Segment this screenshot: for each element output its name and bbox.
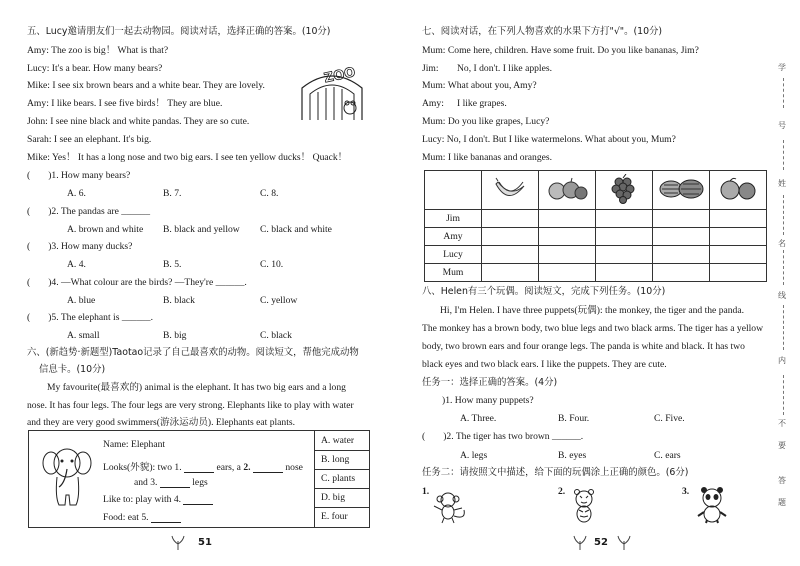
tiger-icon[interactable] [566, 488, 602, 524]
tick-cell[interactable] [539, 246, 596, 264]
task-1-heading: 任务一：选择正确的答案。(4分) [422, 377, 558, 388]
section-6-heading-line-1: 六、(新趋势·新题型)Taotao记录了自己最喜欢的动物。阅读短文，帮他完成动物 [27, 347, 359, 358]
tick-cell[interactable] [653, 264, 710, 282]
card-food-line: Food: eat 5. [103, 512, 181, 523]
card-option-b: B. long [321, 454, 350, 465]
card-option-e: E. four [321, 511, 348, 522]
card-looks-line: Looks(外貌): two 1. ears, a 2. nose [103, 462, 303, 473]
q2-option-c[interactable]: C. ears [654, 450, 681, 461]
gutter-char: 答 [778, 476, 786, 485]
q1-option-c[interactable]: C. 8. [260, 188, 279, 199]
card-legs-line: and 3. legs [134, 477, 208, 488]
tick-cell[interactable] [482, 246, 539, 264]
q3-option-a[interactable]: A. 4. [67, 259, 86, 270]
gutter-char: 内 [778, 356, 786, 365]
question-5: ( )5. The elephant is ______. [27, 312, 154, 323]
section-8-heading: 八、Helen有三个玩偶。阅读短文，完成下列任务。(10分) [422, 286, 666, 297]
tick-cell[interactable] [596, 228, 653, 246]
elephant-illustration [39, 441, 95, 511]
page-ornament-icon [616, 535, 632, 551]
q3-option-b[interactable]: B. 5. [163, 259, 182, 270]
grapes-icon [596, 171, 653, 210]
page-number: 51 [198, 537, 212, 548]
dialogue-line: Mum: I like bananas and oranges. [422, 152, 553, 163]
task-2-heading: 任务二：请按照文中描述，给下面的玩偶涂上正确的颜色。(6分) [422, 467, 689, 478]
tick-cell[interactable] [482, 264, 539, 282]
tick-cell[interactable] [596, 264, 653, 282]
q1-option-a[interactable]: A. 6. [67, 188, 86, 199]
passage-line: Hi, I'm Helen. I have three puppets(玩偶): the monkey, the tiger and the panda. [440, 305, 745, 316]
row-label-amy: Amy [425, 228, 482, 246]
dialogue-line: Sarah: I see an elephant. It's big. [27, 134, 152, 145]
tick-cell[interactable] [710, 264, 767, 282]
question-4: ( )4. —What colour are the birds? —They're ______. [27, 277, 247, 288]
panda-icon[interactable] [694, 486, 730, 524]
blank-3[interactable] [160, 477, 190, 488]
q1-option-b[interactable]: B. Four. [558, 413, 590, 424]
monkey-icon[interactable] [430, 490, 470, 524]
tick-cell[interactable] [653, 228, 710, 246]
passage-line: black eyes and two black ears. I like the puppets. They are cute. [422, 359, 667, 370]
dialogue-line: Amy: I like grapes. [422, 98, 507, 109]
dialogue-line: Lucy: It's a bear. How many bears? [27, 63, 163, 74]
page-ornament-icon [170, 535, 186, 551]
tick-cell[interactable] [710, 228, 767, 246]
gutter-char: 线 [778, 291, 786, 300]
q1-option-a[interactable]: A. Three. [460, 413, 497, 424]
row-label-mum: Mum [425, 264, 482, 282]
passage-line: The monkey has a brown body, two blue legs and two black arms. The tiger has a yellow [422, 323, 764, 334]
dialogue-line: Mum: Come here, children. Have some fruit. Do you like bananas, Jim? [422, 45, 699, 56]
right-page: 七、阅读对话，在下列人物喜欢的水果下方打"√"。(10分) Mum: Come here, children. Have some fruit. Do you like bananas, Jim? Jim: No, I don't. I like apples. Mum: What about you, Amy? Amy: I like grapes. Mum: Do you like grapes, Lucy? Lucy: No, I don't. But I like watermelons. What about you, Mum? Mum: I like bananas and oranges. Jim Amy Lucy Mum 八、Helen有三个玩偶。阅读短文，完成下列任务。(10分) Hi, I'm Helen. I have three puppets(玩偶): the monkey, the tiger and the panda. The monkey has a brown body, two blue legs and two black arms. The tiger has a yellow body, two brown ears and four orange legs. The panda is white and black. It has two black eyes and two black ears. I like the puppets. They are cute. 任务一：选择正确的答案。(4分) )1. How many puppets? A. Three. B. Four. C. Five. ( )2. The tiger has two brown ______. A. legs B. eyes C. ears 任务二：请按照文中描述，给下面的玩偶涂上正确的颜色。(6分) 1. 2. 3. 52 [418, 0, 770, 566]
passage-line: body, two brown ears and four orange legs. The panda is white and black. It has two [422, 341, 745, 352]
passage-line: nose. It has four legs. The four legs are very strong. Elephants like to play with water [27, 400, 354, 411]
tick-cell[interactable] [539, 264, 596, 282]
puppet-label-2: 2. [558, 486, 566, 497]
section-6-heading-line-2: 信息卡。(10分) [39, 364, 106, 375]
tick-cell[interactable] [710, 210, 767, 228]
dialogue-line: Mike: I see six brown bears and a white bear. They are lovely. [27, 80, 265, 91]
q1-option-b[interactable]: B. 7. [163, 188, 182, 199]
gutter-char: 不 [778, 419, 786, 428]
card-like-line: Like to: play with 4. [103, 494, 213, 505]
card-name: Name: Elephant [103, 439, 166, 450]
tick-cell[interactable] [539, 228, 596, 246]
q5-option-c[interactable]: C. black [260, 330, 292, 341]
zoo-gate-illustration [296, 62, 368, 122]
oranges-icon [710, 171, 767, 210]
section-7-heading: 七、阅读对话，在下列人物喜欢的水果下方打"√"。(10分) [422, 26, 663, 37]
tick-cell[interactable] [710, 246, 767, 264]
gutter-char: 号 [778, 121, 786, 130]
binding-gutter [772, 0, 800, 566]
gutter-char: 学 [778, 63, 786, 72]
zoo-sign-text: ZOO [322, 65, 357, 87]
dialogue-line: Mike: Yes！ It has a long nose and two big ears. I see ten yellow ducks！ Quack！ [27, 152, 348, 163]
blank-4[interactable] [183, 494, 213, 505]
q2-option-b[interactable]: B. eyes [558, 450, 587, 461]
gutter-char: 题 [778, 498, 786, 507]
dialogue-line: Mum: What about you, Amy? [422, 80, 537, 91]
tick-cell[interactable] [482, 228, 539, 246]
q5-option-a[interactable]: A. small [67, 330, 100, 341]
question-2: ( )2. The pandas are ______ [27, 206, 151, 217]
fruit-table [424, 170, 767, 282]
tick-cell[interactable] [596, 246, 653, 264]
blank-5[interactable] [151, 512, 181, 523]
gutter-char: 要 [778, 441, 786, 450]
dialogue-line: Amy: The zoo is big！ What is that? [27, 45, 169, 56]
page-number: 52 [594, 537, 608, 548]
section-5-heading: 五、Lucy邀请朋友们一起去动物园。阅读对话，选择正确的答案。(10分) [27, 26, 331, 37]
left-page [0, 0, 390, 566]
tick-cell[interactable] [482, 210, 539, 228]
tick-cell[interactable] [653, 210, 710, 228]
tick-cell[interactable] [653, 246, 710, 264]
dialogue-line: John: I see nine black and white pandas. They are so cute. [27, 116, 250, 127]
q2-option-c[interactable]: C. black and white [260, 224, 332, 235]
passage-line: and they are very good swimmers(游泳运动员). Elephants eat plants. [27, 417, 296, 428]
banana-icon [482, 171, 539, 210]
row-label-jim: Jim [425, 210, 482, 228]
dialogue-line: Jim: No, I don't. I like apples. [422, 63, 552, 74]
apples-icon [539, 171, 596, 210]
card-option-c: C. plants [321, 473, 356, 484]
question-1: ( )1. How many bears? [27, 170, 131, 181]
question-3: ( )3. How many ducks? [27, 241, 133, 252]
row-label-lucy: Lucy [425, 246, 482, 264]
gutter-char: 姓 [778, 179, 786, 188]
blank-1[interactable] [184, 462, 214, 473]
dialogue-line: Lucy: No, I don't. But I like watermelons. What about you, Mum? [422, 134, 676, 145]
q5-option-b[interactable]: B. big [163, 330, 187, 341]
tick-cell[interactable] [596, 210, 653, 228]
passage-line: My favourite(最喜欢的) animal is the elephant. It has two big ears and a long [47, 382, 346, 393]
elephant-info-card [28, 430, 370, 528]
q2-option-a[interactable]: A. brown and white [67, 224, 144, 235]
card-option-d: D. big [321, 492, 345, 503]
dialogue-line: Mum: Do you like grapes, Lucy? [422, 116, 550, 127]
puppet-label-1: 1. [422, 486, 430, 497]
puppet-label-3: 3. [682, 486, 690, 497]
q2-option-b[interactable]: B. black and yellow [163, 224, 240, 235]
question-2: ( )2. The tiger has two brown ______. [422, 431, 584, 442]
card-option-a: A. water [321, 435, 355, 446]
dialogue-line: Amy: I like bears. I see five birds！ They are blue. [27, 98, 223, 109]
q4-option-b[interactable]: B. black [163, 295, 195, 306]
page-ornament-icon [572, 535, 588, 551]
q4-option-a[interactable]: A. blue [67, 295, 96, 306]
blank-2[interactable] [253, 462, 283, 473]
q4-option-c[interactable]: C. yellow [260, 295, 298, 306]
q2-option-a[interactable]: A. legs [460, 450, 488, 461]
q1-option-c[interactable]: C. Five. [654, 413, 685, 424]
tick-cell[interactable] [539, 210, 596, 228]
gutter-char: 名 [778, 239, 786, 248]
q3-option-c[interactable]: C. 10. [260, 259, 284, 270]
watermelon-icon [653, 171, 710, 210]
